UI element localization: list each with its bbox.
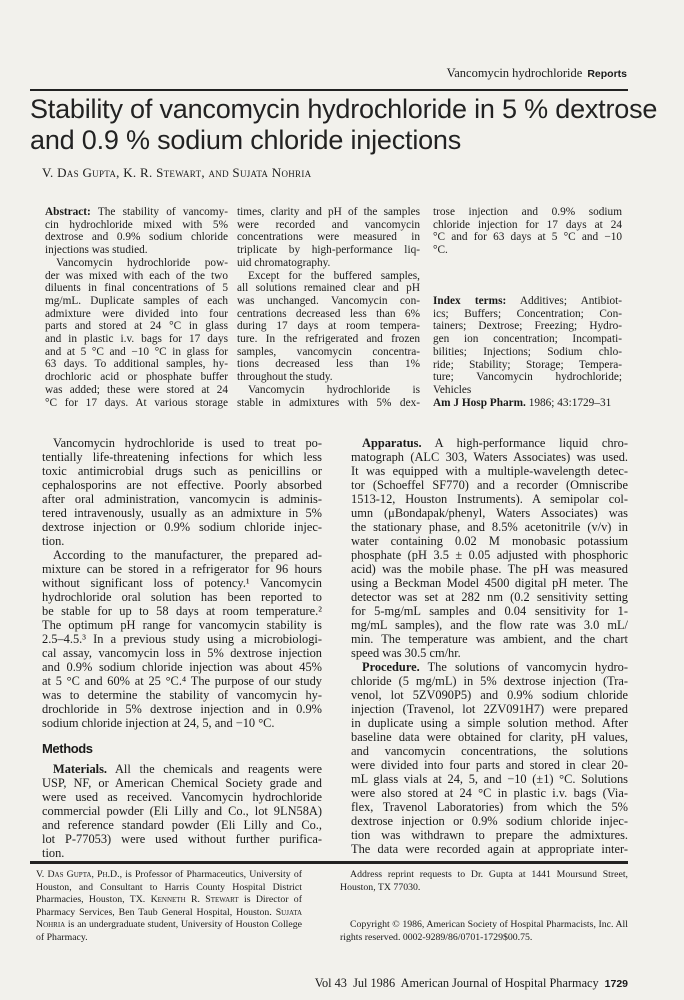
line-text: matograph (ALC 303, Waters Associates) was used.: [351, 450, 628, 464]
paragraph: [237, 206, 420, 270]
paragraph: [42, 762, 322, 860]
lead-in: Abstract:: [45, 206, 91, 218]
paragraph: [42, 548, 322, 730]
line-text: dextrose injection or 0.9% sodium chloride injec-: [42, 520, 322, 534]
line-text: centrations decreased less than 6%: [237, 307, 420, 320]
text-line: [351, 450, 628, 464]
text-line: [351, 604, 628, 618]
text-line: [351, 576, 628, 590]
line-text: Vancomycin hydrochloride pow-: [56, 256, 228, 269]
text-line: [351, 688, 628, 702]
text-line: [45, 308, 228, 321]
line-text: tered intravenously, usually as an admixture in 5%: [42, 506, 322, 520]
text-line: [237, 397, 420, 410]
text-line: [42, 632, 322, 646]
page-footer: [315, 976, 628, 991]
copyright: Copyright © 1986, American Society of Hospital Pharmacists, Inc. All rights reserved. 0002-9289/86/0701-1729$00.75.: [340, 919, 628, 943]
line-text: injections was studied.: [45, 244, 148, 257]
reprint-address: Address reprint requests to Dr. Gupta at 1441 Moursund Street, Houston, TX 77030.: [340, 869, 628, 893]
line-text: ics; Buffers; Concentration; Con-: [433, 307, 622, 320]
line-text: were recorded and vancomycin: [237, 218, 420, 231]
text-line: [45, 320, 228, 333]
paragraph: [433, 206, 622, 257]
text-line: [237, 371, 420, 384]
text-line: [351, 660, 628, 674]
text-line: [42, 674, 322, 688]
running-header: [447, 66, 627, 81]
line-text: drochloride in 5% dextrose injection and in 0.9%: [42, 702, 322, 716]
line-text: tentially life-threatening infections for which less: [42, 450, 322, 464]
text-line: [42, 818, 322, 832]
text-line: [351, 464, 628, 478]
text-line: [351, 814, 628, 828]
line-text: dextrose injection or 0.9% sodium chloride injec-: [351, 814, 628, 828]
line-text: cephalosporins are not effective. Poorly absorbed: [42, 478, 322, 492]
line-text: ture. In the refrigerated and frozen: [237, 333, 420, 346]
line-text: venol, lot 5ZV090P5) and 0.9% sodium chloride: [351, 688, 628, 702]
line-text: tions decreased less than 1%: [237, 358, 420, 371]
text-line: [42, 716, 322, 730]
line-text: and 0.9% sodium chloride injection was about 45%: [42, 660, 322, 674]
text-line: [42, 804, 322, 818]
title-line: and 0.9 % sodium chloride injections: [30, 125, 462, 155]
line-text: °C and for 63 days at 5 °C and −10: [433, 231, 622, 244]
line-text: tor (Schoeffel SF770) and a recorder (Omniscribe: [351, 478, 628, 492]
header-rule: [30, 89, 628, 91]
text-line: [351, 772, 628, 786]
lead-in: Apparatus.: [362, 436, 422, 450]
line-text: toxic antimicrobial drugs such as penicillins or: [42, 464, 322, 478]
line-text: ture; Vancomycin hydrochloride;: [433, 371, 622, 384]
text-line: [42, 790, 322, 804]
text-line: [42, 492, 322, 506]
text-line: [45, 270, 228, 283]
line-text: during 17 days at room tempera-: [237, 320, 420, 333]
line-text: The solutions of vancomycin hydro-: [419, 660, 628, 674]
line-text: der was mixed with each of the two: [45, 269, 228, 282]
line-text: 63 days. To additional samples, hy-: [45, 358, 228, 371]
lead-in: Index terms:: [433, 295, 507, 307]
text-line: [42, 590, 322, 604]
line-text: was to determine the stability of vancomycin hy-: [42, 688, 322, 702]
line-text: injection (Travenol, lot 2ZV091H7) were prepared: [351, 702, 628, 716]
authors: V. Das Gupta, K. R. Stewart, and Sujata Nohria: [42, 165, 312, 180]
text-line: [237, 231, 420, 244]
index-terms: [433, 295, 622, 397]
line-text: Additives; Antibiot-: [506, 295, 622, 307]
text-line: [45, 358, 228, 371]
text-line: [351, 548, 628, 562]
text-line: [45, 257, 228, 270]
line-text: Vancomycin hydrochloride is used to treat po-: [53, 436, 322, 450]
line-text: and vancomycin concentrations, the solutions: [351, 744, 628, 758]
text-line: [42, 534, 322, 548]
line-text: The stability of vancomy-: [90, 206, 228, 218]
line-text: be stable for up to 58 days at room temperature.²: [42, 604, 322, 618]
line-text: and at 5 °C and −10 °C in glass for: [45, 345, 228, 358]
text-line: [433, 384, 622, 397]
text-line: [433, 371, 622, 384]
text-line: [351, 436, 628, 450]
text-line: [433, 320, 622, 333]
text-line: [351, 828, 628, 842]
text-line: [351, 492, 628, 506]
section-label: Reports: [587, 68, 627, 80]
line-text: A high-performance liquid chro-: [421, 436, 628, 450]
text-line: [42, 660, 322, 674]
text-line: [45, 206, 228, 219]
text-line: [45, 397, 228, 410]
text-line: [237, 308, 420, 321]
line-text: was unchanged. Vancomycin con-: [237, 294, 420, 307]
line-text: and reference standard powder (Eli Lilly and Co.,: [42, 818, 322, 832]
text-line: [237, 346, 420, 359]
line-text: without significant loss of potency.¹ Vancomycin: [42, 576, 322, 590]
line-text: cin hydrochloride mixed with 5%: [45, 218, 228, 231]
affiliation-text: is Professor of Pharmaceutics, University of Houston, and Consultant to Harris County Hospital District Pharmacies, Houston, TX.: [36, 869, 302, 906]
line-text: speed was 30.5 cm/hr.: [351, 646, 461, 660]
text-line: [433, 308, 622, 321]
text-line: [351, 520, 628, 534]
line-text: USP, NF, or American Chemical Society grade and: [42, 776, 322, 790]
author-affiliations: [36, 869, 302, 945]
text-line: [237, 257, 420, 270]
line-text: tion.: [42, 534, 65, 548]
paragraph: [351, 660, 628, 856]
text-line: [237, 244, 420, 257]
line-text: bilities; Injections; Sodium chlo-: [433, 345, 622, 358]
text-line: [45, 231, 228, 244]
line-text: lot P-77053) were used without further purifica-: [42, 832, 322, 846]
abstract-col-1: [45, 206, 228, 409]
page-number: 1729: [604, 978, 628, 990]
text-line: [42, 702, 322, 716]
line-text: phosphate (pH 3.5 ± 0.05 adjusted with phosphoric: [351, 548, 628, 562]
paragraph: [433, 295, 622, 397]
text-line: [42, 520, 322, 534]
line-text: Except for the buffered samples,: [248, 269, 420, 282]
affiliation-name: Sujata Nohria: [36, 906, 302, 931]
text-line: [42, 762, 322, 776]
text-line: [351, 534, 628, 548]
line-text: °C.: [433, 244, 448, 257]
line-text: uid chromatography.: [237, 256, 331, 269]
line-text: stable in admixtures with 5% dex-: [237, 396, 420, 409]
text-line: [45, 333, 228, 346]
text-line: [351, 562, 628, 576]
line-text: It was equipped with a multiple-wavelength detec-: [351, 464, 628, 478]
affiliation-name: Kenneth R. Stewart: [150, 894, 239, 906]
line-text: mixture can be stored in a refrigerator for 96 hours: [42, 562, 322, 576]
line-text: dextrose and 0.9% sodium chloride: [45, 231, 228, 244]
lead-in: Procedure.: [362, 660, 420, 674]
text-line: [45, 346, 228, 359]
line-text: samples, vancomycin concentra-: [237, 345, 420, 358]
text-line: [351, 590, 628, 604]
line-text: chloride injection for 17 days at 24: [433, 218, 622, 231]
line-text: gen ion concentration; Incompati-: [433, 333, 622, 346]
line-text: umn (μBondapak/phenyl, Waters Associates) was: [351, 506, 628, 520]
affiliation-name: V. Das Gupta, Ph.D.,: [36, 869, 123, 880]
citation: [433, 397, 622, 410]
article-title: [30, 94, 657, 156]
text-line: [433, 359, 622, 372]
text-line: [42, 776, 322, 790]
line-text: tion.: [42, 846, 65, 860]
title-line: Stability of vancomycin hydrochloride in 5 % dextrose: [30, 94, 658, 124]
line-text: tion was withdrawn to prepare the admixtures.: [351, 828, 628, 842]
line-text: Vehicles: [433, 383, 472, 396]
affiliation-text: is an undergraduate student, University of Houston College of Pharmacy.: [36, 919, 302, 943]
lead-in: Materials.: [53, 762, 108, 776]
line-text: diluents in final concentrations of 5: [45, 282, 228, 295]
line-text: was added; these were stored at 24: [45, 383, 228, 396]
line-text: after oral administration, vancomycin is adminis-: [42, 492, 322, 506]
line-text: concentrations were measured in: [237, 231, 420, 244]
text-line: [237, 320, 420, 333]
methods-heading: Methods: [42, 741, 93, 756]
text-line: [351, 786, 628, 800]
text-line: [42, 436, 322, 450]
line-text: min. The temperature was ambient, and the chart: [351, 632, 628, 646]
text-line: [433, 346, 622, 359]
text-line: [351, 842, 628, 856]
text-line: [351, 744, 628, 758]
text-line: [42, 562, 322, 576]
text-line: [42, 506, 322, 520]
body-col-2: [351, 436, 628, 856]
line-text: All the chemicals and reagents were: [107, 762, 322, 776]
text-line: [42, 688, 322, 702]
line-text: the stationary phase, and 8.5% acetonitrile (v/v) in: [351, 520, 628, 534]
body-col-1: [42, 436, 322, 730]
line-text: mg/mL. Duplicate samples of each: [45, 294, 228, 307]
paragraph: [237, 270, 420, 384]
line-text: ride; Stability; Storage; Tempera-: [433, 358, 622, 371]
text-line: [237, 358, 420, 371]
text-line: [237, 219, 420, 232]
line-text: at 5 °C and 60% at 25 °C.⁴ The purpose of our study: [42, 674, 322, 688]
text-line: [45, 219, 228, 232]
abstract-col-3: [433, 206, 622, 257]
line-text: and in plastic i.v. bags for 17 days: [45, 333, 228, 346]
text-line: [42, 464, 322, 478]
text-line: [45, 384, 228, 397]
line-text: were also stored at 24 °C in plastic i.v. bags (Via-: [351, 786, 628, 800]
text-line: [433, 206, 622, 219]
line-text: water containing 0.02 M monobasic potassium: [351, 534, 628, 548]
text-line: [45, 282, 228, 295]
line-text: flex, Travenol Laboratories) from which the 5%: [351, 800, 628, 814]
line-text: commercial powder (Eli Lilly and Co., lot 9LN58A): [42, 804, 322, 818]
line-text: Vancomycin hydrochloride is: [248, 383, 420, 396]
text-line: [42, 604, 322, 618]
affiliation-text: is Director of Pharmacy Services, Ben Taub General Hospital, Houston.: [36, 894, 302, 918]
body-col-1-materials: [42, 762, 322, 860]
text-line: [351, 478, 628, 492]
paragraph: [351, 436, 628, 660]
text-line: [237, 282, 420, 295]
line-text: chloride (5 mg/mL) in 5% dextrose injection (Tra-: [351, 674, 628, 688]
text-line: [45, 244, 228, 257]
text-line: [237, 333, 420, 346]
line-text: throughout the study.: [237, 371, 333, 384]
line-text: drochloric acid or phosphate buffer: [45, 371, 228, 384]
text-line: [45, 295, 228, 308]
line-text: mg/mL samples), and the flow rate was 3.0 mL/: [351, 618, 628, 632]
abstract-col-2: [237, 206, 420, 409]
text-line: [351, 758, 628, 772]
line-text: were divided into four parts and stored in clear 20-: [351, 758, 628, 772]
text-line: [351, 506, 628, 520]
line-text: mL glass vials at 24, 5, and −10 (±1) °C. Solutions: [351, 772, 628, 786]
text-line: [351, 674, 628, 688]
line-text: hydrochloride oral solution has been reported to: [42, 590, 322, 604]
text-line: [237, 270, 420, 283]
line-text: °C for 17 days. At various storage: [45, 396, 228, 409]
text-line: [433, 231, 622, 244]
text-line: [433, 219, 622, 232]
text-line: [42, 646, 322, 660]
text-line: [433, 333, 622, 346]
text-line: [351, 800, 628, 814]
line-text: times, clarity and pH of the samples: [237, 206, 420, 218]
line-text: for 5-mg/mL samples and 0.04 sensitivity for 1-: [351, 604, 628, 618]
line-text: were used as received. Vancomycin hydrochloride: [42, 790, 322, 804]
line-text: 2.5–4.5.³ In a previous study using a microbiologi-: [42, 632, 322, 646]
text-line: [42, 618, 322, 632]
text-line: [237, 295, 420, 308]
text-line: [42, 846, 322, 860]
paragraph: [237, 384, 420, 409]
text-line: [237, 206, 420, 219]
text-line: [351, 716, 628, 730]
text-line: [42, 576, 322, 590]
paragraph: [45, 206, 228, 257]
footnote-rule: [30, 861, 628, 864]
paragraph: [42, 436, 322, 548]
text-line: [351, 730, 628, 744]
paragraph: [45, 257, 228, 409]
text-line: [351, 646, 628, 660]
footer-journal: Vol 43 Jul 1986 American Journal of Hospital Pharmacy: [314, 976, 599, 990]
text-line: [433, 295, 622, 308]
line-text: According to the manufacturer, the prepared ad-: [53, 548, 322, 562]
text-line: [42, 450, 322, 464]
text-line: [351, 618, 628, 632]
citation-ref: 1986; 43:1729–31: [525, 397, 612, 409]
line-text: detector was set at 282 nm (0.2 sensitivity setting: [351, 590, 628, 604]
line-text: baseline data were obtained for clarity, pH values,: [351, 730, 628, 744]
line-text: cal assay, vancomycin loss in 5% dextrose injection: [42, 646, 322, 660]
line-text: admixture were divided into four: [45, 307, 228, 320]
line-text: all solutions remained clear and pH: [237, 282, 420, 295]
line-text: tainers; Dextrose; Freezing; Hydro-: [433, 320, 622, 333]
text-line: [237, 384, 420, 397]
text-line: [42, 832, 322, 846]
line-text: The optimum pH range for vancomycin stability is: [42, 618, 322, 632]
line-text: The data were recorded again at appropriate inter-: [351, 842, 628, 856]
line-text: acid) was the mobile phase. The pH was measured: [351, 562, 628, 576]
line-text: triplicate by high-performance liq-: [237, 244, 420, 257]
line-text: 1513-12, Houston Instruments). A semipolar col-: [351, 492, 628, 506]
line-text: in duplicate using a simple solution method. After: [351, 716, 628, 730]
line-text: sodium chloride injection at 24, 5, and −10 °C.: [42, 716, 275, 730]
text-line: [42, 478, 322, 492]
text-line: [351, 632, 628, 646]
text-line: [433, 244, 622, 257]
running-title: Vancomycin hydrochloride: [446, 66, 583, 80]
text-line: [42, 548, 322, 562]
text-line: [45, 371, 228, 384]
text-line: [351, 702, 628, 716]
line-text: using a Beckman Model 4500 digital pH meter. The: [351, 576, 628, 590]
line-text: parts and stored at 24 °C in glass: [45, 320, 228, 333]
line-text: trose injection and 0.9% sodium: [433, 206, 622, 218]
citation-journal: Am J Hosp Pharm.: [433, 397, 526, 409]
